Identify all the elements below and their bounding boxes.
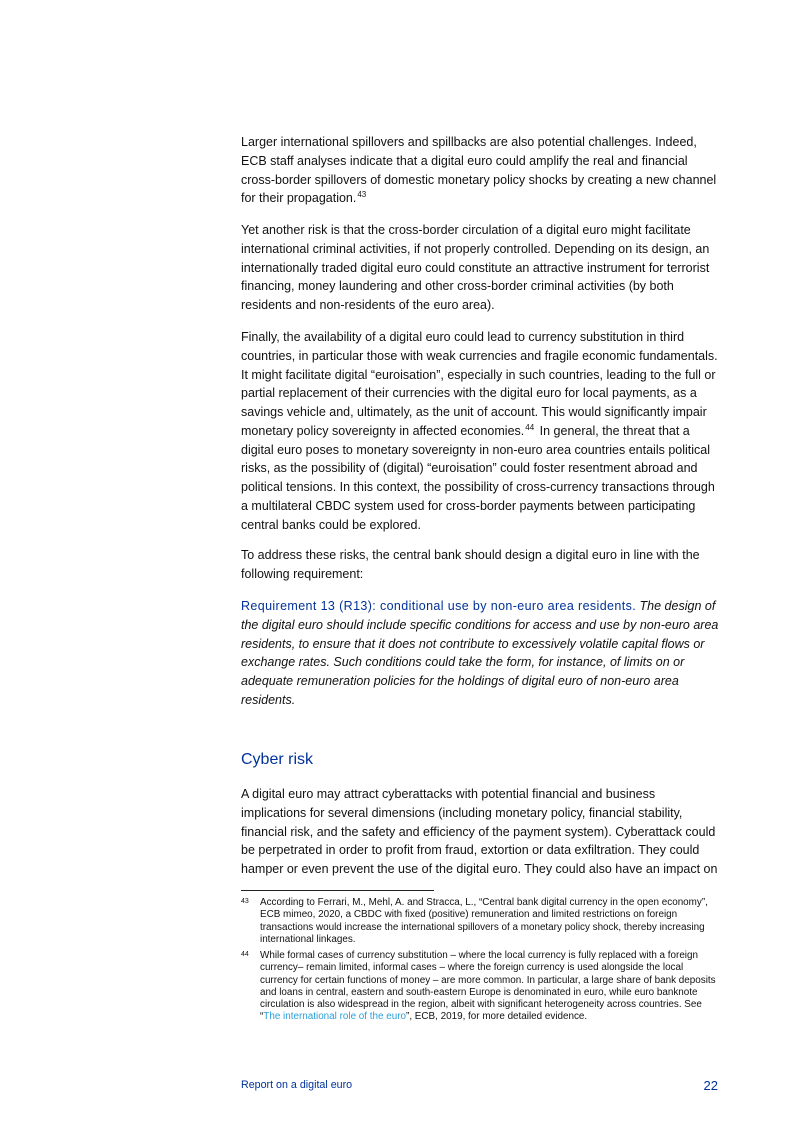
- text-segment: “: [260, 1011, 264, 1023]
- requirement-text-line: adequate remuneration policies for the holdings of digital euro of non-euro area: [241, 674, 679, 688]
- text-line: [241, 597, 721, 616]
- footnote-number: 43: [241, 898, 249, 905]
- text-line: It might facilitate digital “euroisation”, especially in such countries, leading to the full or: [241, 367, 716, 382]
- requirement-r13: [241, 597, 721, 710]
- text-line: political tensions. In this context, the possibility of cross-currency transactions through: [241, 480, 715, 494]
- text-line: residents and non-residents of the euro area).: [241, 298, 495, 312]
- requirement-text-line: residents, to ensure that it does not contribute to excessively volatile capital flows or: [241, 636, 705, 651]
- text-line: [241, 189, 721, 208]
- section-heading-block: [241, 750, 721, 770]
- footnote-line: international linkages.: [260, 933, 356, 945]
- footnote-line: [260, 1011, 721, 1023]
- text-line: financing, money laundering and other cross-border criminal activities (by both: [241, 279, 674, 294]
- footnote-line: currency for certain functions of money – are more common. In particular, a large share of bank deposits: [260, 974, 716, 986]
- international-role-of-euro-link[interactable]: The international role of the euro: [263, 1011, 407, 1023]
- text-line: a multilateral CBDC system used for cross-border payments between participating: [241, 498, 696, 513]
- footnote-reference-44: 44: [525, 422, 535, 432]
- text-line: central banks could be explored.: [241, 517, 421, 532]
- footer-report-title: Report on a digital euro: [241, 1079, 353, 1091]
- footnote-number: 44: [241, 951, 249, 958]
- requirement-text-line: residents.: [241, 692, 296, 707]
- text-line: savings vehicle and, ultimately, as the unit of account. This would significantly impair: [241, 405, 707, 419]
- text-line: Finally, the availability of a digital euro could lead to currency substitution in third: [241, 330, 685, 344]
- text-line: To address these risks, the central bank should design a digital euro in line with the: [241, 548, 700, 562]
- text-line: Yet another risk is that the cross-border circulation of a digital euro might facilitate: [241, 223, 691, 237]
- text-line: following requirement:: [241, 566, 364, 581]
- paragraph-address-risks: [241, 546, 721, 584]
- text-line: A digital euro may attract cyberattacks with potential financial and business: [241, 787, 656, 801]
- text-line: hamper or even prevent the use of the digital euro. They could also have an impact on: [241, 862, 718, 876]
- text-line: international criminal activities, if not properly controlled. Depending on its design, an: [241, 241, 710, 256]
- paragraph-criminal-activities: [241, 221, 721, 315]
- section-heading: Cyber risk: [241, 751, 314, 768]
- text-line: be perpetrated in order to profit from fraud, extortion or data exfiltration. They could: [241, 843, 700, 858]
- requirement-text-segment: The design of: [639, 599, 716, 613]
- text-line: risks, as the possibility of (digital) “euroisation” could foster resentment abroad and: [241, 461, 698, 476]
- requirement-text-line: the digital euro should include specific conditions for access and use by non-euro area: [241, 617, 719, 632]
- text-line: ECB staff analyses indicate that a digital euro could amplify the real and financial: [241, 153, 688, 168]
- footnote-line: While formal cases of currency substitution – where the local currency is fully replaced with a foreign: [260, 950, 698, 961]
- footnote-line: circulation is also widespread in the region, albeit with significant heterogeneity across countries. See: [260, 999, 702, 1011]
- requirement-label: Requirement 13 (R13): conditional use by non-euro area residents.: [241, 599, 637, 613]
- text-segment: ”, ECB, 2019, for more detailed evidence.: [406, 1011, 588, 1023]
- text-line: financial risk, and the safety and efficiency of the payment system). Cyberattack could: [241, 824, 716, 839]
- text-line: partial replacement of their currencies with the digital euro for local payments, as a: [241, 386, 697, 401]
- text-line: digital euro poses to monetary sovereignty in non-euro area countries entails political: [241, 442, 711, 457]
- text-segment: In general, the threat that a: [536, 423, 690, 438]
- footnote-line: currency– remain limited, informal cases – where the foreign currency is used alongside the local: [260, 962, 684, 974]
- paragraph-cyber-risk: [241, 785, 721, 879]
- text-line: cross-border spillovers of domestic monetary policy shocks by creating a new channel: [241, 172, 717, 187]
- footnote-line: transactions would increase the international spillovers of a monetary policy shock, thereby increasing: [260, 921, 705, 933]
- footnote-divider: [241, 890, 434, 891]
- footnote-line: ECB mimeo, 2020, a CBDC with fixed (positive) remuneration and limited restrictions on foreign: [260, 909, 678, 921]
- text-line: [241, 422, 721, 441]
- footnote-44: [241, 950, 721, 1024]
- text-line: countries, in particular those with weak currencies and fragile economic fundamentals.: [241, 348, 718, 363]
- footnote-line: According to Ferrari, M., Mehl, A. and Stracca, L., “Central bank digital currency in the open economy”,: [260, 897, 708, 908]
- text-line: implications for several dimensions (including monetary policy, financial stability,: [241, 805, 683, 820]
- footnote-43: [241, 897, 721, 946]
- footnote-line: and loans in central, eastern and south-eastern Europe is denominated in euro, while euro banknote: [260, 986, 698, 998]
- text-segment: for their propagation.: [241, 191, 357, 206]
- footer-page-number: 22: [703, 1078, 718, 1093]
- paragraph-currency-substitution: [241, 328, 721, 534]
- requirement-text-line: exchange rates. Such conditions could take the form, for instance, of limits on or: [241, 655, 685, 670]
- text-segment: monetary policy sovereignty in affected economies.: [241, 423, 525, 438]
- text-line: Larger international spillovers and spillbacks are also potential challenges. Indeed,: [241, 135, 697, 149]
- paragraph-spillovers: [241, 133, 721, 208]
- footnote-reference-43: 43: [357, 190, 367, 200]
- text-line: internationally traded digital euro could constitute an attractive instrument for terrorist: [241, 260, 710, 275]
